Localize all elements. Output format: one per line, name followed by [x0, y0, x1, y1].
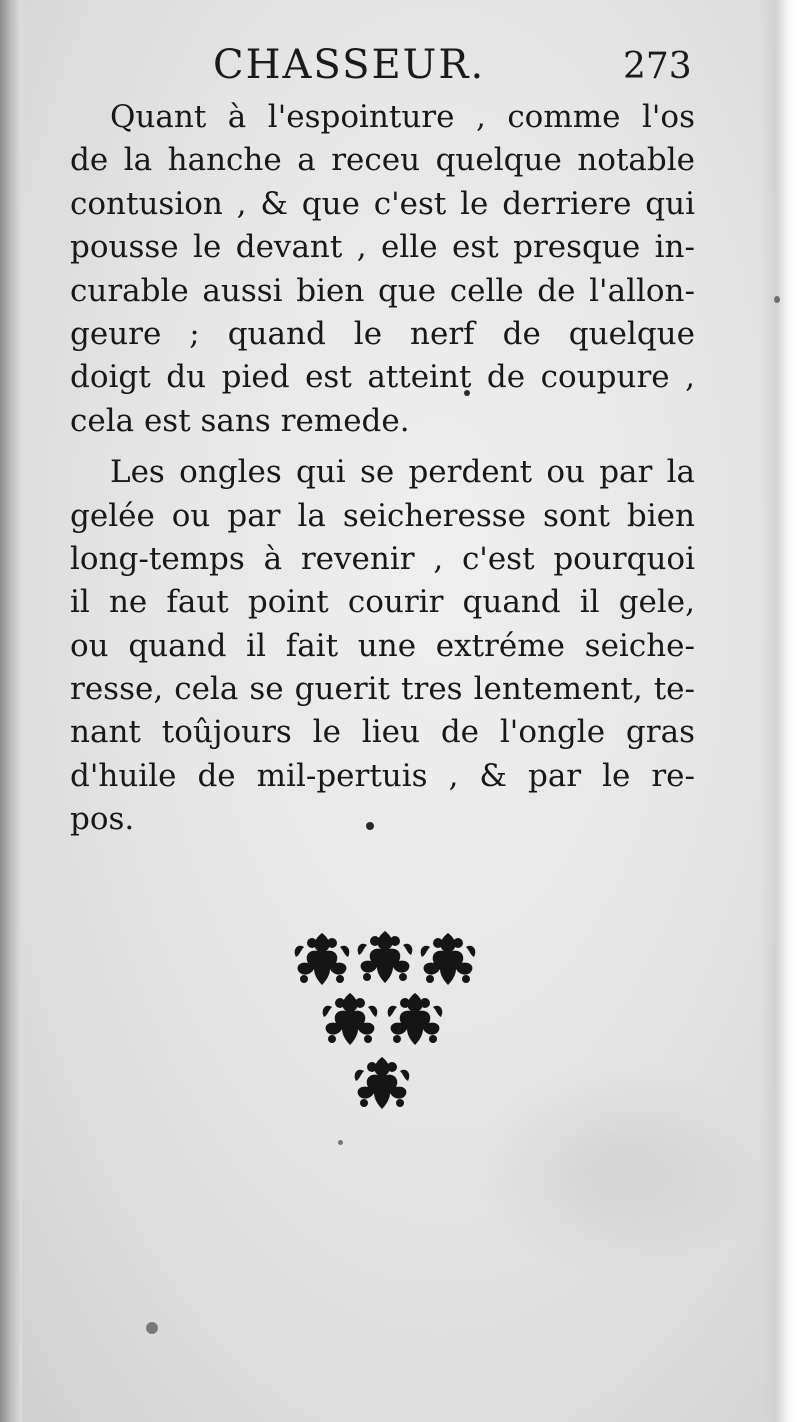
text-line: Les ongles qui se perdent ou par la	[110, 454, 695, 491]
paper-stain	[470, 1060, 770, 1280]
running-title: CHASSEUR.	[213, 42, 486, 88]
ink-speck	[774, 296, 780, 303]
text-line: curable aussi bien que celle de l'allon-	[70, 272, 695, 309]
paragraph-2	[70, 451, 695, 842]
paragraph-1	[70, 96, 695, 443]
page-number: 273	[623, 46, 692, 87]
text-line: de la hanche a receu quelque notable	[70, 142, 695, 179]
text-line: il ne faut point courir quand il gele,	[70, 584, 695, 621]
text-line: long-temps à revenir , c'est pourquoi	[70, 540, 695, 577]
text-line: resse, cela se guerit tres lentement, te-	[70, 671, 695, 708]
ink-speck	[338, 1140, 343, 1145]
body-text	[70, 96, 695, 842]
text-line: contusion , & que c'est le derriere qui	[70, 185, 695, 222]
fleuron-row-2	[323, 993, 443, 1045]
fleuron-ornament-icon	[290, 925, 480, 1115]
text-line: d'huile de mil-pertuis , & par le re-	[70, 757, 695, 794]
text-line: cela est sans remede.	[70, 402, 410, 439]
fleuron-row-3	[355, 1057, 410, 1109]
page-header	[0, 42, 800, 92]
text-line: Quant à l'espointure , comme l'os	[110, 99, 695, 135]
text-line: geure ; quand le nerf de quelque	[70, 315, 695, 352]
page-edge	[760, 0, 800, 1422]
fleuron-row-1	[295, 931, 476, 985]
text-line: pos.	[70, 801, 135, 838]
text-line: pousse le devant , elle est presque in-	[70, 229, 695, 266]
text-line: gelée ou par la seicheresse sont bien	[70, 497, 695, 534]
ink-speck	[146, 1322, 158, 1334]
text-line: doigt du pied est atteint de coupure ,	[70, 359, 695, 396]
text-line: ou quand il fait une extréme seiche-	[70, 627, 695, 664]
page-spine-shadow	[0, 0, 22, 1422]
text-line: nant toûjours le lieu de l'ongle gras	[70, 714, 695, 751]
